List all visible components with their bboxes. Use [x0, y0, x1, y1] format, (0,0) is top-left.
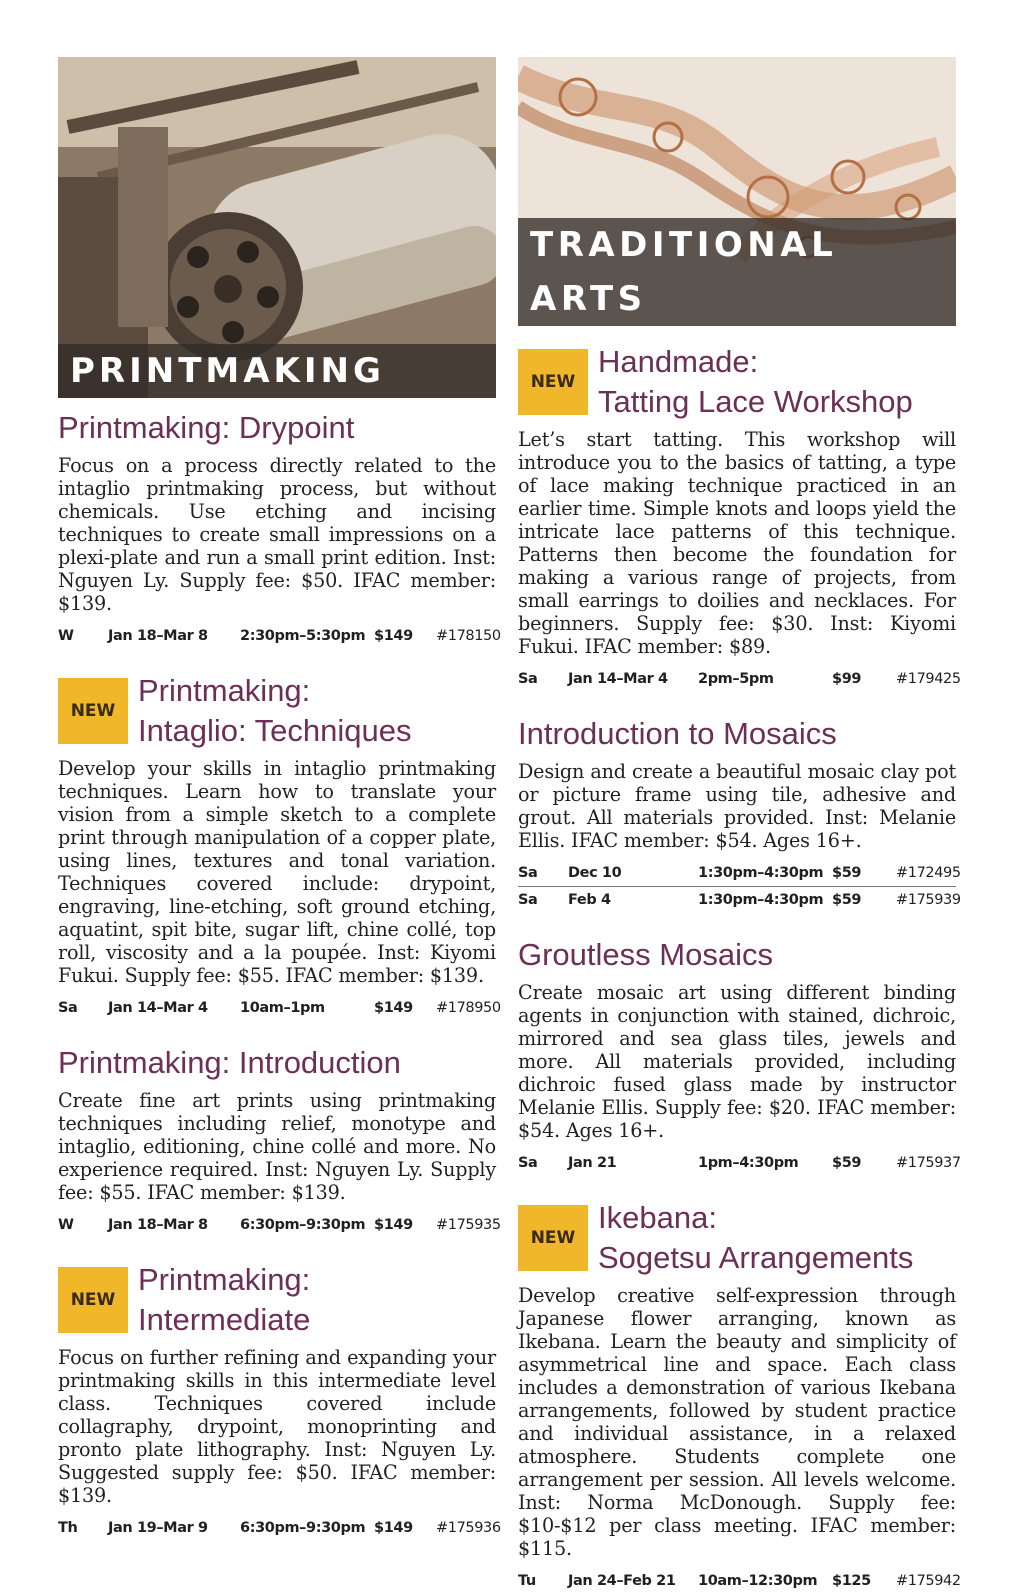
session-time: 10am–1pm — [240, 1000, 325, 1016]
course-description: Develop your skills in intaglio printmaking techniques. Learn how to translate your vision from a simple sketch to a complete print through manipulation of a copper plate, using lines, textures and tonal variation. Techniques covered include: drypoint, engraving, line-etching, soft ground etching, aquatint, spit bite, sugar lift, chine collé, top roll, viscosity and a la poupée. Inst: Kiyomi Fukui. Supply fee: $55. IFAC member: $139. — [58, 757, 496, 987]
session-price: $149 — [374, 1000, 413, 1016]
session-dates: Jan 18–Mar 8 — [108, 628, 208, 644]
course-title: Introduction to Mosaics — [518, 716, 837, 751]
course-header — [518, 1198, 956, 1278]
session-day: W — [58, 628, 74, 644]
session-time: 2pm–5pm — [698, 671, 774, 687]
course-printmaking-intaglio — [58, 671, 501, 1021]
title-line-1: Ikebana: — [598, 1200, 717, 1235]
session-row — [518, 887, 961, 913]
session-ref: #178150 — [436, 628, 501, 644]
section-label: TRADITIONAL ARTS — [518, 218, 956, 326]
course-intro-mosaics — [518, 714, 961, 913]
course-title: Printmaking: Introduction — [58, 1045, 401, 1080]
session-day: Sa — [518, 865, 538, 881]
title-line-2: Tatting Lace Workshop — [598, 384, 913, 419]
session-time: 1:30pm–4:30pm — [698, 892, 824, 908]
course-title: Printmaking: Drypoint — [58, 410, 355, 445]
session-dates: Dec 10 — [568, 865, 622, 881]
session-row — [58, 623, 501, 649]
session-day: Tu — [518, 1573, 536, 1589]
session-row — [58, 1212, 501, 1238]
session-row — [518, 666, 961, 692]
course-description: Create fine art prints using printmaking techniques including relief, monotype and intaglio, editioning, chine collé and more. No experience required. Inst: Nguyen Ly. Supply fee: $55. IFAC member: $139. — [58, 1089, 496, 1204]
course-description: Let’s start tatting. This workshop will introduce you to the basics of tatting, a type of lace making technique practiced in an earlier time. Simple knots and loops yield the intricate lace patterns of this technique. Patterns then become the foundation for making a various range of projects, from small earrings to doilies and necklaces. For beginners. Supply fee: $30. Inst: Kiyomi Fukui. IFAC member: $89. — [518, 428, 956, 658]
session-day: Sa — [518, 892, 538, 908]
session-row — [58, 1515, 501, 1541]
course-description: Develop creative self-expression through Japanese flower arranging, known as Ikebana. Learn the beauty and simplicity of asymmetrical line and space. Each class includes a demonstration of various Ikebana arrangements, followed by student practice and individual assistance, in a relaxed atmosphere. Students complete one arrangement per session. All levels welcome. Inst: Norma McDonough. Supply fee: $10-$12 per class meeting. IFAC member: $115. — [518, 1284, 956, 1560]
title-line-2: Intermediate — [138, 1302, 311, 1337]
session-dates: Jan 14–Mar 4 — [108, 1000, 208, 1016]
session-ref: #179425 — [896, 671, 961, 687]
session-ref: #172495 — [896, 865, 961, 881]
course-description: Focus on a process directly related to the intaglio printmaking process, but without chemicals. Use etching and incising techniques to create small impressions on a plexi-plate and run a small print edition. Inst: Nguyen Ly. Supply fee: $50. IFAC member: $139. — [58, 454, 496, 615]
course-printmaking-intermediate — [58, 1260, 501, 1541]
course-printmaking-drypoint — [58, 408, 501, 649]
session-price: $99 — [832, 671, 862, 687]
course-header — [518, 342, 956, 422]
session-row — [518, 1150, 961, 1176]
session-time: 2:30pm–5:30pm — [240, 628, 366, 644]
course-description: Design and create a beautiful mosaic clay pot or picture frame using tile, adhesive and grout. All materials provided. Inst: Melanie Ellis. IFAC member: $54. Ages 16+. — [518, 760, 956, 852]
course-title — [598, 342, 913, 422]
session-ref: #175942 — [896, 1573, 961, 1589]
course-title: Groutless Mosaics — [518, 937, 773, 972]
session-ref: #175935 — [436, 1217, 501, 1233]
course-title — [598, 1198, 913, 1278]
new-badge: NEW — [58, 678, 128, 744]
session-price: $149 — [374, 628, 413, 644]
session-time: 1:30pm–4:30pm — [698, 865, 824, 881]
session-dates: Jan 18–Mar 8 — [108, 1217, 208, 1233]
new-badge: NEW — [58, 1267, 128, 1333]
section-label: PRINTMAKING — [58, 344, 496, 398]
title-line-2: Intaglio: Techniques — [138, 713, 412, 748]
session-day: W — [58, 1217, 74, 1233]
new-badge: NEW — [518, 1205, 588, 1271]
session-dates: Jan 24–Feb 21 — [568, 1573, 676, 1589]
session-price: $149 — [374, 1520, 413, 1536]
session-ref: #175937 — [896, 1155, 961, 1171]
session-time: 10am–12:30pm — [698, 1573, 818, 1589]
course-ikebana — [518, 1198, 961, 1594]
printmaking-column — [58, 57, 501, 1541]
traditional-arts-column — [518, 57, 961, 1594]
session-dates: Feb 4 — [568, 892, 611, 908]
session-dates: Jan 14–Mar 4 — [568, 671, 668, 687]
course-header — [58, 671, 496, 751]
session-day: Sa — [518, 1155, 538, 1171]
session-row — [518, 1568, 961, 1594]
session-ref: #175939 — [896, 892, 961, 908]
course-description: Focus on further refining and expanding your printmaking skills in this intermediate level class. Techniques covered include collagraphy, drypoint, monoprinting and pronto plate lithography. Inst: Nguyen Ly. Suggested supply fee: $50. IFAC member: $139. — [58, 1346, 496, 1507]
session-price: $59 — [832, 1155, 862, 1171]
title-line-1: Handmade: — [598, 344, 759, 379]
session-price: $149 — [374, 1217, 413, 1233]
title-line-1: Printmaking: — [138, 1262, 311, 1297]
course-header — [58, 1260, 496, 1340]
session-day: Sa — [518, 671, 538, 687]
course-tatting-lace — [518, 342, 961, 692]
course-description: Create mosaic art using different binding agents in conjunction with stained, dichroic, mirrored and sea glass tiles, jewels and more. All materials provided, including dichroic fused glass made by instructor Melanie Ellis. Supply fee: $20. IFAC member: $54. Ages 16+. — [518, 981, 956, 1142]
session-time: 6:30pm–9:30pm — [240, 1217, 366, 1233]
printmaking-photo — [58, 57, 496, 398]
session-day: Sa — [58, 1000, 78, 1016]
session-row — [518, 860, 961, 887]
new-badge: NEW — [518, 349, 588, 415]
session-dates: Jan 21 — [568, 1155, 617, 1171]
course-printmaking-introduction — [58, 1043, 501, 1238]
session-dates: Jan 19–Mar 9 — [108, 1520, 208, 1536]
course-title — [138, 1260, 310, 1340]
title-line-1: Printmaking: — [138, 673, 311, 708]
session-row — [58, 995, 501, 1021]
session-time: 1pm–4:30pm — [698, 1155, 799, 1171]
session-day: Th — [58, 1520, 78, 1536]
session-ref: #175936 — [436, 1520, 501, 1536]
session-price: $59 — [832, 892, 862, 908]
title-line-2: Sogetsu Arrangements — [598, 1240, 914, 1275]
session-time: 6:30pm–9:30pm — [240, 1520, 366, 1536]
course-groutless-mosaics — [518, 935, 961, 1176]
session-price: $125 — [832, 1573, 871, 1589]
session-ref: #178950 — [436, 1000, 501, 1016]
traditional-arts-photo — [518, 57, 956, 326]
course-title — [138, 671, 411, 751]
session-price: $59 — [832, 865, 862, 881]
